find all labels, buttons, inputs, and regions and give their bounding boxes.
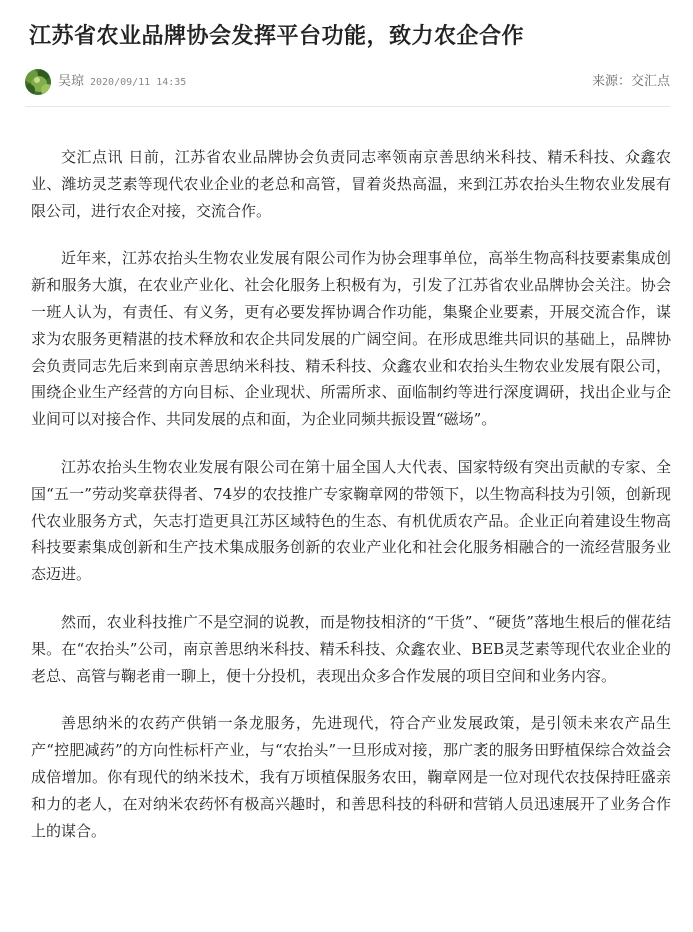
article-body bbox=[31, 144, 671, 865]
author-name[interactable]: 吴琼 bbox=[58, 74, 85, 89]
article-title: 江苏省农业品牌协会发挥平台功能，致力农企合作 bbox=[29, 24, 525, 49]
article-meta bbox=[25, 69, 670, 97]
publish-date: 2020/09/11 14:35 bbox=[90, 77, 187, 88]
paragraph: 江苏农抬头生物农业发展有限公司在第十届全国人大代表、国家特级有突出贡献的专家、全国“五一”劳动奖章获得者、74岁的农技推广专家鞠章网的带领下，以生物高科技为引领，创新现代农业服务方式，矢志打造更具江苏区域特色的生态、有机优质农产品。企业正向着建设生物高科技要素集成创新和生产技术集成服务创新的农业产业化和社会化服务相融合的一流经营服务业态迈进。 bbox=[31, 457, 671, 584]
meta-divider bbox=[25, 106, 670, 107]
avatar-plant-image bbox=[25, 69, 51, 95]
author-avatar[interactable] bbox=[25, 69, 51, 95]
paragraph: 近年来，江苏农抬头生物农业发展有限公司作为协会理事单位，高举生物高科技要素集成创新和服务大旗，在农业产业化、社会化服务上积极有为，引发了江苏省农业品牌协会关注。协会一班人认为，有责任、有义务，更有必要发挥协调合作功能，集聚企业要素，开展交流合作，谋求为农服务更精湛的技术释放和农企共同发展的广阔空间。在形成思维共同识的基础上，品牌协会负责同志先后来到南京善思纳米科技、精禾科技、众鑫农业和农抬头生物农业发展有限公司，围绕企业生产经营的方向目标、企业现状、所需所求、面临制约等进行深度调研，找出企业与企业间可以对接合作、共同发展的点和面，为企业同频共振设置“磁场”。 bbox=[31, 249, 671, 429]
paragraph: 然而，农业科技推广不是空洞的说教，而是物技相济的“干货”、“硬货”落地生根后的催花结果。在“农抬头”公司，南京善思纳米科技、精禾科技、众鑫农业、BEB灵芝素等现代农业企业的老总、高管与鞠老甫一聊上，便十分投机，表现出众多合作发展的项目空间和业务内容。 bbox=[31, 612, 671, 685]
article-source: 来源：交汇点 bbox=[591, 74, 670, 89]
paragraph: 善思纳米的农药产供销一条龙服务，先进现代，符合产业发展政策，是引领未来农产品生产“控肥减药”的方向性标杆产业，与“农抬头”一旦形成对接，那广袤的服务田野植保综合效益会成倍增加。你有现代的纳米技术，我有万顷植保服务农田，鞠章网是一位对现代农技保持旺盛亲和力的老人，在对纳米农药怀有极高兴趣时，和善思科技的科研和营销人员迅速展开了业务合作上的谋合。 bbox=[31, 714, 671, 840]
paragraph: 交汇点讯 日前，江苏省农业品牌协会负责同志率领南京善思纳米科技、精禾科技、众鑫农业、潍坊灵芝素等现代农业企业的老总和高管，冒着炎热高温，来到江苏农抬头生物农业发展有限公司，进行农企对接，交流合作。 bbox=[31, 148, 671, 220]
